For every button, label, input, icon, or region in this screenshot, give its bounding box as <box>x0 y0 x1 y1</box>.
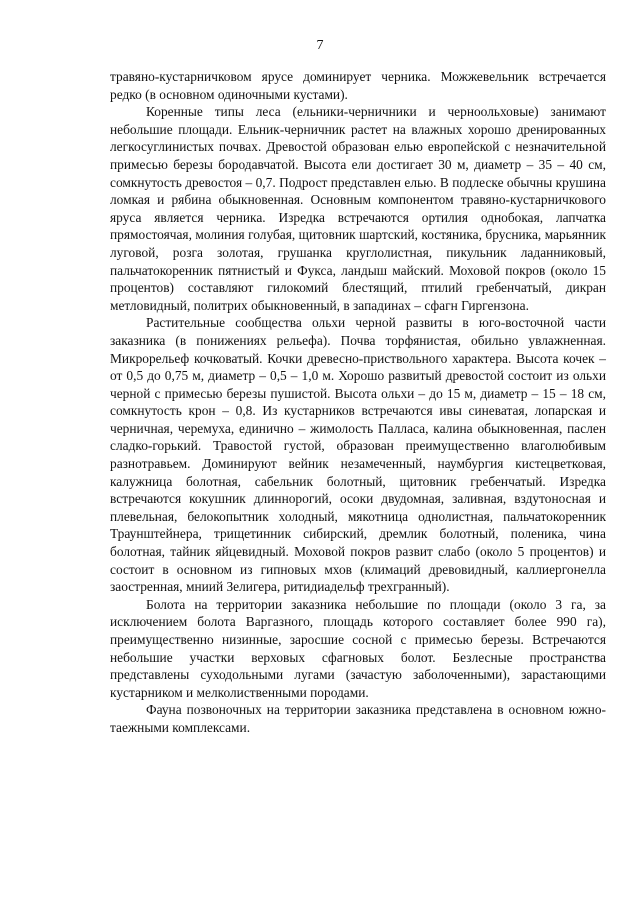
paragraph: Фауна позвоночных на территории заказника представлена в основном южно-таежными комплексами. <box>110 702 606 735</box>
paragraph: Растительные сообщества ольхи черной развиты в юго-восточной части заказника (в понижениях рельефа). Почва торфянистая, обильно увлажненная. Микрорельеф кочковатый. Кочки древесно-приствольного характера. Высота кочек – от 0,5 до 0,75 м, диаметр – 0,5 – 1,0 м. Хорошо развитый древостой состоит из ольхи черной с примесью березы пушистой. Высота ольхи – до 15 м, диаметр – 15 – 18 см, сомкнутость крон – 0,8. Из кустарников встречаются ивы синеватая, лопарская и черничная, черемуха, единично – жимолость Палласа, калина обыкновенная, паслен сладко-горький. Травостой густой, образован преимущественно влаголюбивым разнотравьем. Доминируют вейник незамеченный, наумбургия кистецветковая, калужница болотная, сабельник болотный, щитовник гребенчатый. Изредка встречаются кокушник длиннорогий, осоки двудомная, заливная, вздутоносная и плевельная, белокопытник холодный, мякотница однолистная, пальчатокоренник Траунштейнера, трищетинник сибирский, дремлик болотный, поленика, чина болотная, тайник яйцевидный. Моховой покров развит слабо (около 5 процентов) и состоит в основном из гипновых мхов (климаций древовидный, каллиергонелла заостренная, мниий Зелигера, ритидиадельф трехгранный). <box>110 315 606 595</box>
paragraph: Болота на территории заказника небольшие по площади (около 3 га, за исключением болота Варгазного, площадь которого составляет более 990 га), преимущественно низинные, заросшие сосной с примесью березы. Встречаются небольшие участки верховых сфагновых болот. Безлесные пространства представлены суходольными лугами (зачастую заболоченными), зарастающими кустарником и мелколиственными породами. <box>110 596 606 700</box>
document-body <box>110 68 606 737</box>
paragraph: травяно-кустарничковом ярусе доминирует черника. Можжевельник встречается редко (в основном одиночными кустами). <box>110 69 606 102</box>
page-number: 7 <box>316 38 324 53</box>
paragraph: Коренные типы леса (ельники-черничники и черноольховые) занимают небольшие площади. Ельник-черничник растет на влажных хорошо дренированных легкосуглинистых почвах. Древостой образован елью европейской с незначительной примесью березы бородавчатой. Высота ели достигает 30 м, диаметр – 35 – 40 см, сомкнутость древостоя – 0,7. Подрост представлен елью. В подлеске обычны крушина ломкая и рябина обыкновенная. Основным компонентом травяно-кустарничкового яруса является черника. Изредка встречаются ортилия однобокая, лапчатка прямостоячая, молиния голубая, щитовник шартский, костяника, брусника, марьянник луговой, розга золотая, грушанка круглолистная, пикульник ладанниковый, пальчатокоренник пятнистый и Фукса, ландыш майский. Моховой покров (около 15 процентов) составляют гилокомий блестящий, птилий гребенчатый, дикран метловидный, политрих обыкновенный, в западинах – сфагн Гиргензона. <box>110 104 606 313</box>
